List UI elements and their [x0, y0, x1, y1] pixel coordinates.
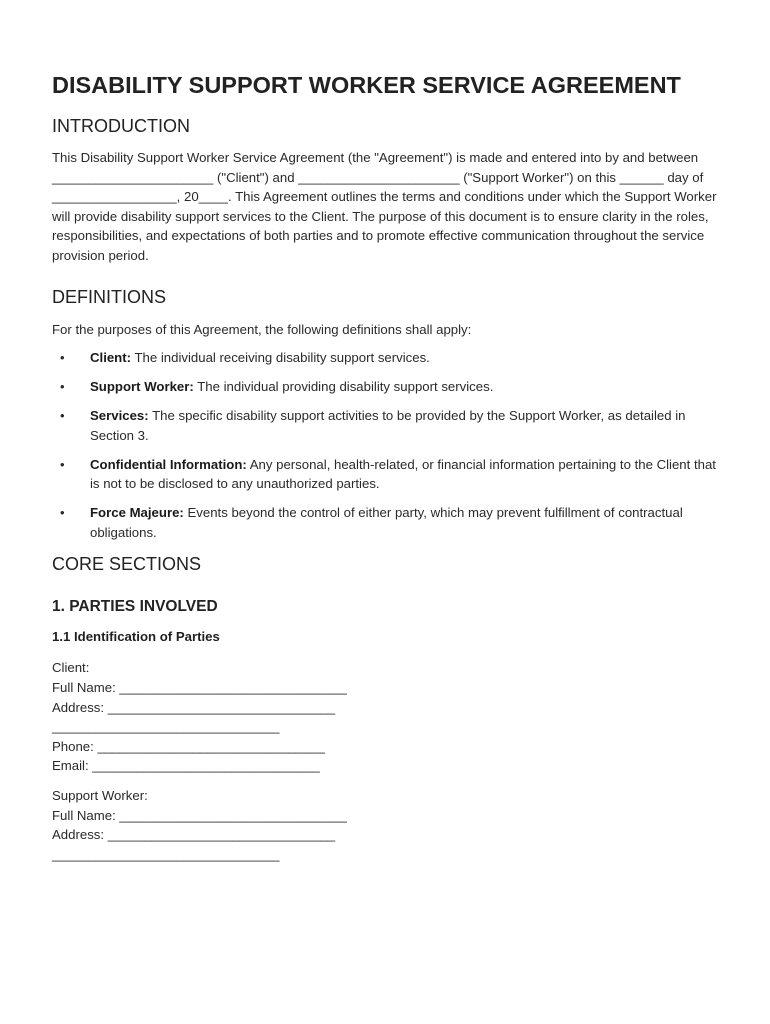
definition-text: The individual receiving disability support services. [131, 350, 430, 366]
section-1-heading: 1. PARTIES INVOLVED [52, 598, 218, 616]
definition-term: Support Worker: [90, 379, 194, 395]
definition-text: Events beyond the control of either party, which may prevent fulfillment of contractual obligations. [90, 505, 683, 540]
definition-text: The specific disability support activities to be provided by the Support Worker, as detailed in Section 3. [90, 408, 686, 443]
bullet-icon: • [60, 379, 65, 395]
introduction-heading: INTRODUCTION [52, 116, 190, 136]
client-phone-field: Phone: _______________________________ [52, 738, 325, 754]
definition-term: Services: [90, 408, 149, 424]
client-address-field: Address: _______________________________ [52, 699, 336, 715]
definition-item-confidential-information [52, 455, 722, 494]
definition-item-force-majeure [52, 503, 722, 542]
support-worker-address-line-2: _______________________________ [52, 846, 280, 862]
definition-text: The individual providing disability support services. [193, 379, 494, 395]
definition-term: Force Majeure: [90, 505, 184, 521]
introduction-paragraph: This Disability Support Worker Service Agreement (the "Agreement") is made and entered into by and between ______________________ ("Client") and ______________________ ("Support Worker") on this ______ day of _________________, 20____. This Agreement outlines the terms and conditions under which the Support Worker will provide disability support services to the Client. The purpose of this document is to ensure clarity in the roles, responsibilities, and expectations of both parties and to promote effective communication throughout the service provision period. [52, 150, 717, 263]
definition-text: Any personal, health-related, or financial information pertaining to the Client that is not to be disclosed to any unauthorized parties. [90, 456, 716, 492]
bullet-icon: • [60, 505, 65, 521]
bullet-icon: • [60, 408, 65, 424]
document-title: DISABILITY SUPPORT WORKER SERVICE AGREEMENT [52, 72, 681, 98]
document-content [52, 68, 722, 864]
definition-term: Client: [90, 350, 132, 366]
definition-item-client [52, 348, 722, 368]
definitions-lead: For the purposes of this Agreement, the following definitions shall apply: [52, 321, 472, 337]
core-sections-heading: CORE SECTIONS [52, 554, 202, 575]
support-worker-address-field: Address: _______________________________ [52, 827, 336, 843]
support-worker-details-block [52, 786, 722, 864]
definition-item-support-worker [52, 377, 722, 397]
client-details-block [52, 658, 722, 776]
client-label: Client: [52, 660, 90, 676]
client-full-name-field: Full Name: _______________________________ [52, 680, 347, 696]
bullet-icon: • [60, 350, 65, 366]
definition-item-services [52, 406, 722, 445]
definitions-list [52, 348, 722, 542]
definition-term: Confidential Information: [90, 456, 247, 472]
bullet-icon: • [60, 456, 65, 472]
support-worker-full-name-field: Full Name: _______________________________ [52, 807, 347, 823]
client-email-field: Email: _______________________________ [52, 758, 320, 774]
support-worker-label: Support Worker: [52, 788, 148, 804]
definitions-heading: DEFINITIONS [52, 286, 167, 307]
subsection-1-1-heading: 1.1 Identification of Parties [52, 629, 220, 645]
client-address-line-2: _______________________________ [52, 719, 280, 735]
